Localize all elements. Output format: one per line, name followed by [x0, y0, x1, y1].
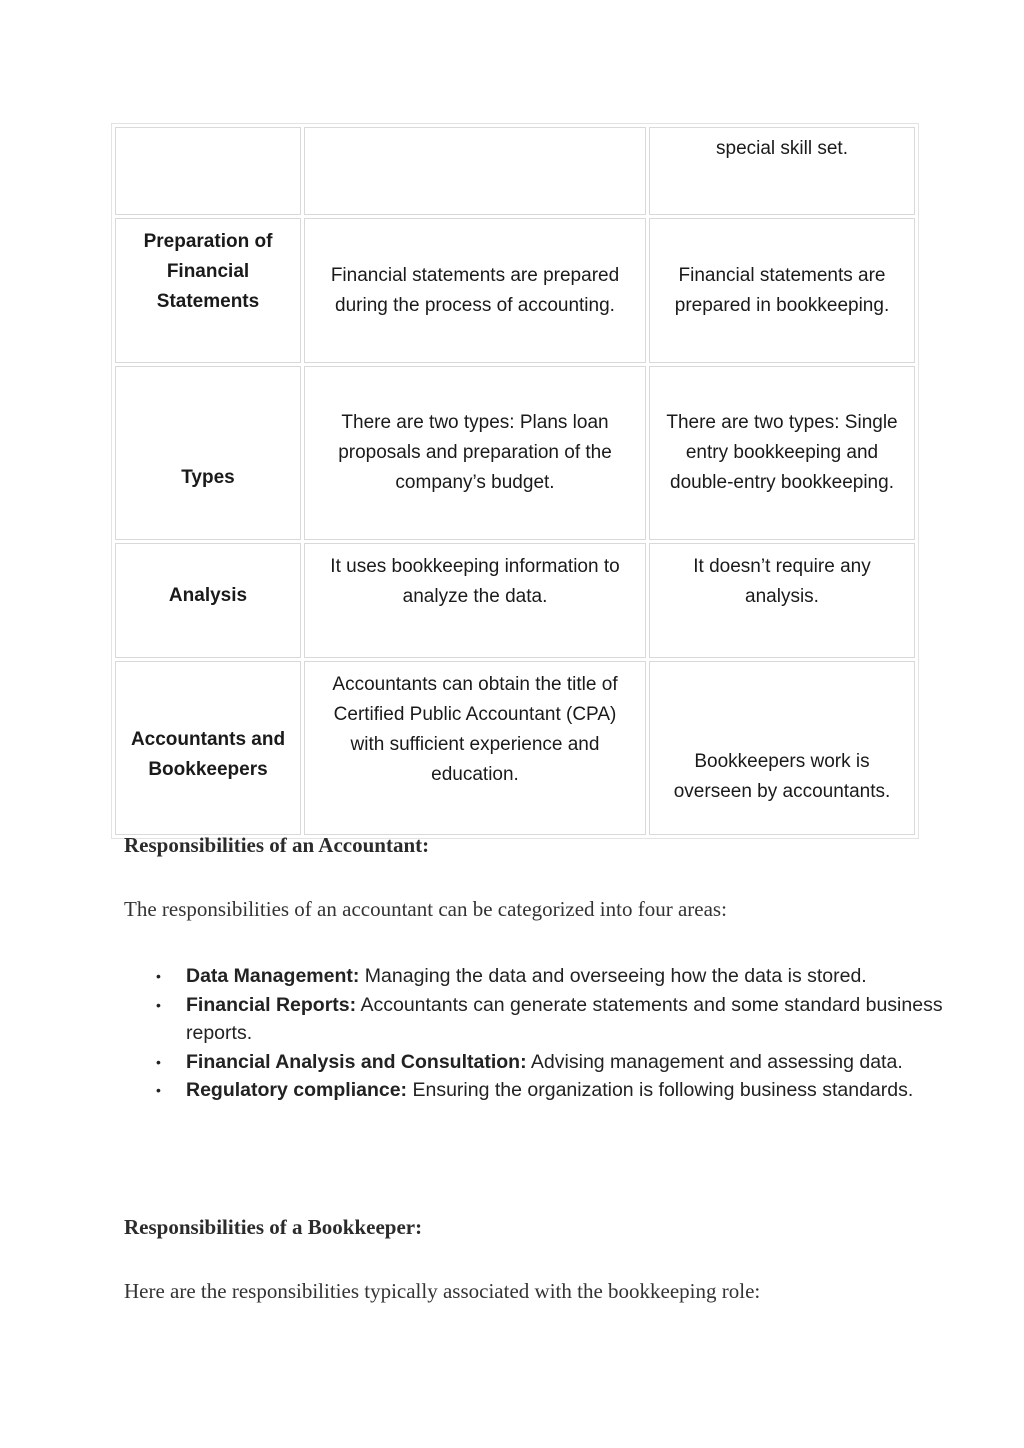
- table-row: [115, 218, 915, 363]
- table-cell-accounting: Accountants can obtain the title of Certified Public Accountant (CPA) with sufficient experience and education.: [304, 661, 646, 835]
- table-cell-bookkeeping: There are two types: Single entry bookkeeping and double-entry bookkeeping.: [649, 366, 915, 540]
- table-cell-accounting: [304, 127, 646, 215]
- list-item-desc: Ensuring the organization is following business standards.: [412, 1079, 914, 1101]
- list-item: [156, 1048, 956, 1077]
- list-item: [156, 991, 956, 1048]
- table-cell-category: [115, 127, 301, 215]
- table-cell-category: Preparation of Financial Statements: [115, 218, 301, 363]
- bullet-icon: •: [156, 1053, 161, 1070]
- table-cell-category: Analysis: [115, 543, 301, 658]
- table-row: [115, 127, 915, 215]
- table-cell-bookkeeping: It doesn’t require any analysis.: [649, 543, 915, 658]
- table-cell-accounting: Financial statements are prepared during the process of accounting.: [304, 218, 646, 363]
- list-item-term: Financial Reports:: [186, 993, 357, 1016]
- comparison-table: [111, 123, 919, 839]
- list-item-term: Regulatory compliance:: [186, 1079, 408, 1101]
- list-item-term: Data Management:: [186, 965, 360, 987]
- accountant-intro: The responsibilities of an accountant can be categorized into four areas:: [124, 897, 727, 921]
- table-cell-bookkeeping: special skill set.: [649, 127, 915, 215]
- list-item-desc: Managing the data and overseeing how the data is stored.: [364, 965, 867, 987]
- table-cell-category: Accountants and Bookkeepers: [115, 661, 301, 835]
- accountant-heading: Responsibilities of an Accountant:: [124, 833, 430, 857]
- bullet-icon: •: [156, 996, 161, 1013]
- list-item-desc: Advising management and assessing data.: [530, 1050, 903, 1073]
- table-cell-accounting: There are two types: Plans loan proposals and preparation of the company’s budget.: [304, 366, 646, 540]
- table-row: [115, 366, 915, 540]
- table-cell-bookkeeping: Bookkeepers work is overseen by accountants.: [649, 661, 915, 835]
- table-cell-accounting: It uses bookkeeping information to analyze the data.: [304, 543, 646, 658]
- list-item-desc: Accountants can generate statements and some standard business reports.: [186, 993, 943, 1044]
- table-row: [115, 543, 915, 658]
- table-row: [115, 661, 915, 835]
- list-item: [156, 1076, 956, 1105]
- bookkeeper-intro: Here are the responsibilities typically associated with the bookkeeping role:: [124, 1279, 761, 1303]
- table-cell-category: Types: [115, 366, 301, 540]
- list-item-term: Financial Analysis and Consultation:: [186, 1050, 527, 1073]
- bookkeeper-heading: Responsibilities of a Bookkeeper:: [124, 1215, 423, 1239]
- table-cell-bookkeeping: Financial statements are prepared in bookkeeping.: [649, 218, 915, 363]
- list-item: [156, 962, 956, 991]
- bullet-icon: •: [156, 1082, 161, 1098]
- accountant-responsibility-list: [124, 962, 956, 1105]
- bullet-icon: •: [156, 968, 161, 984]
